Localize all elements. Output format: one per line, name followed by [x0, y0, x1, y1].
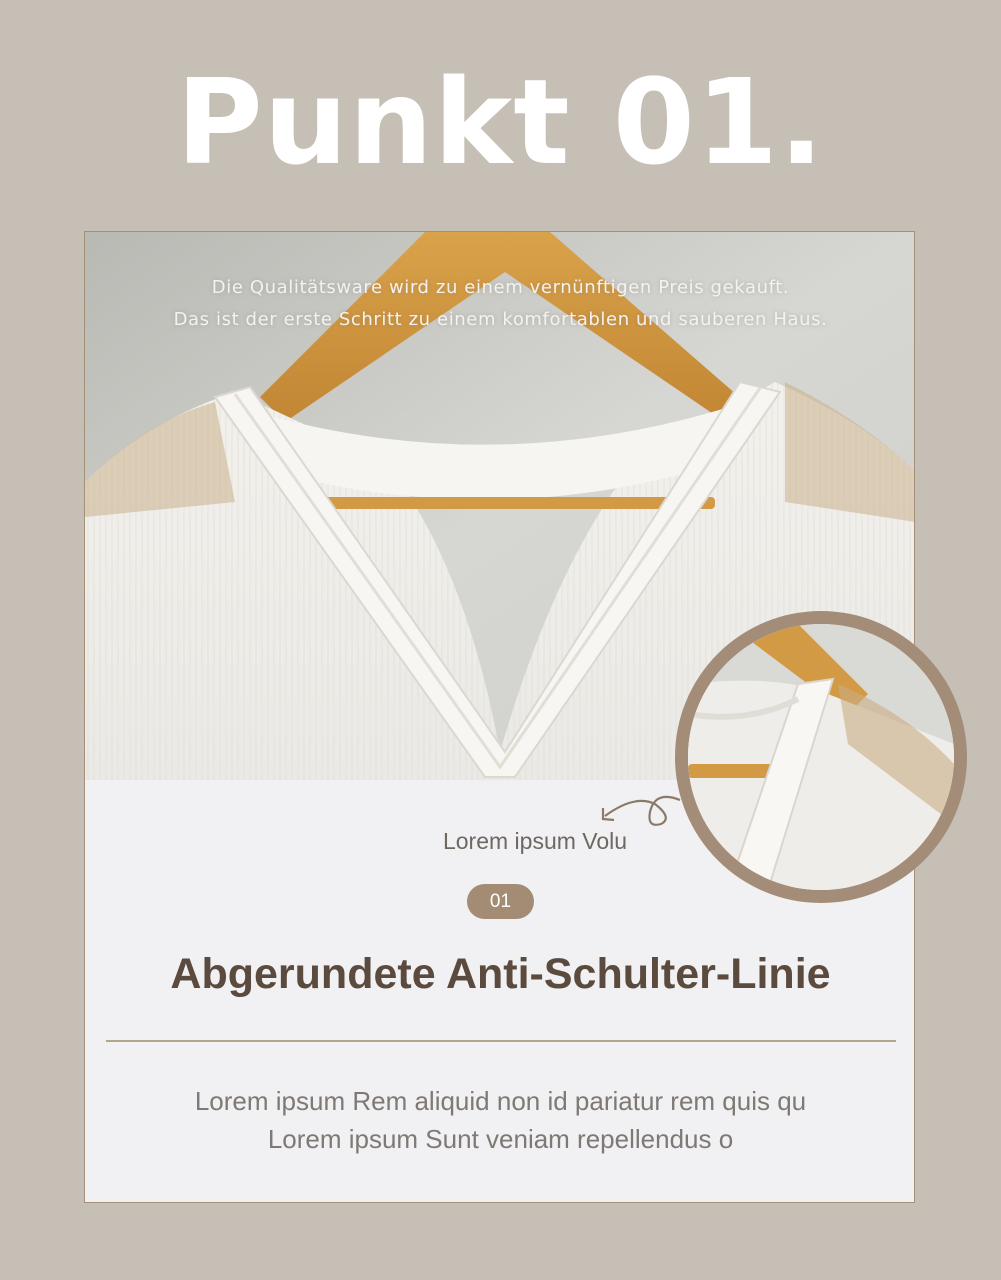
- description-line-1: Lorem ipsum Rem aliquid non id pariatur rem quis qu: [194, 1086, 807, 1116]
- zoom-detail-image: [688, 624, 954, 890]
- caption-line-1: Die Qualitätsware wird zu einem vernünftigen Preis gekauft.: [211, 277, 790, 298]
- description-line-2: Lorem ipsum Sunt veniam repellendus o: [267, 1124, 734, 1154]
- zoom-detail-circle: [675, 611, 967, 903]
- caption-line-2: Das ist der erste Schritt zu einem komfortablen und sauberen Haus.: [173, 309, 828, 330]
- callout-label: Lorem ipsum Volu: [442, 828, 628, 854]
- step-badge: 01: [467, 884, 534, 919]
- divider: [106, 1040, 896, 1042]
- photo-caption: [85, 272, 915, 336]
- feature-heading: Abgerundete Anti-Schulter-Linie: [170, 950, 831, 998]
- feature-description: [85, 1082, 915, 1158]
- page-title: Punkt 01.: [176, 53, 825, 191]
